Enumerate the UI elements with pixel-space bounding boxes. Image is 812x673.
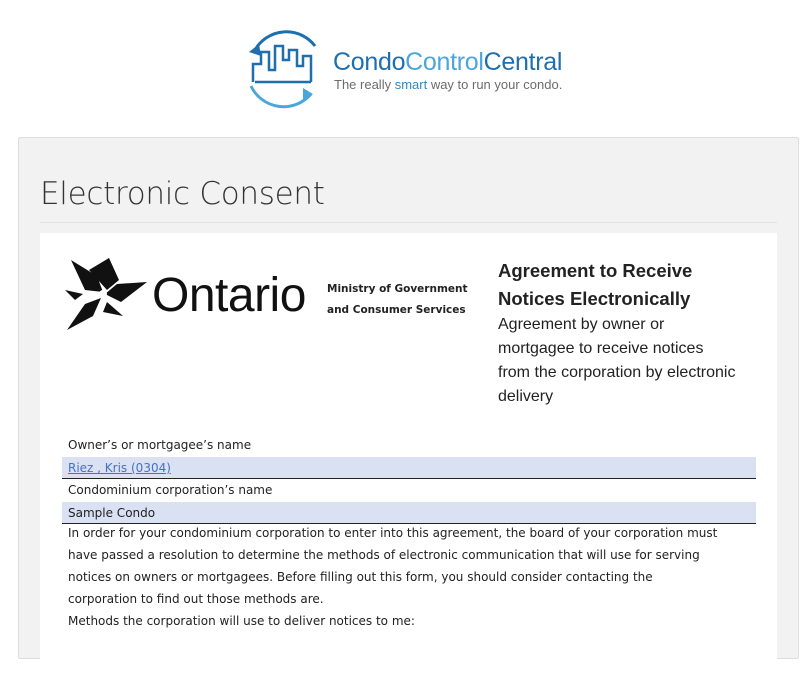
content-panel [18,137,799,659]
owner-name-link[interactable]: Riez , Kris (0304) [68,461,171,475]
instructions-paragraph: In order for your condominium corporation to enter into this agreement, the board of your corporation must have passed a resolution to determine the methods of electronic communication that will use for serving notices on owners or mortgagees. Before filling out this form, you should consider contacting the corporation to find out those methods are. Methods the corporation will use to deliver notices to me: [68,522,768,632]
page-title: Electronic Consent [40,176,325,212]
city-skyline-logo-icon [241,30,325,110]
agreement-subtitle: Agreement by owner or mortgagee to receive notices from the corporation by electronic delivery [498,316,736,405]
methods-label: Methods the corporation will use to deliver notices to me: [68,614,415,628]
owner-name-field [62,457,756,479]
trillium-icon [63,254,155,336]
ontario-logo [63,250,313,340]
owner-name-label: Owner’s or mortgagee’s name [68,438,252,452]
agreement-title: Agreement to Receive Notices Electronically [498,260,693,309]
ministry-name: Ministry of Government and Consumer Services [327,283,468,316]
brand-logo [241,30,571,110]
consent-document [40,233,777,673]
ontario-wordmark: Ontario [152,269,306,322]
corporation-name-label: Condominium corporation’s name [68,483,273,497]
brand-name: CondoControlCentral [333,48,563,76]
title-divider [40,222,777,223]
corporation-name-field: Sample Condo [62,502,756,524]
agreement-heading [498,257,768,409]
brand-tagline: The really smart way to run your condo. [334,77,563,92]
